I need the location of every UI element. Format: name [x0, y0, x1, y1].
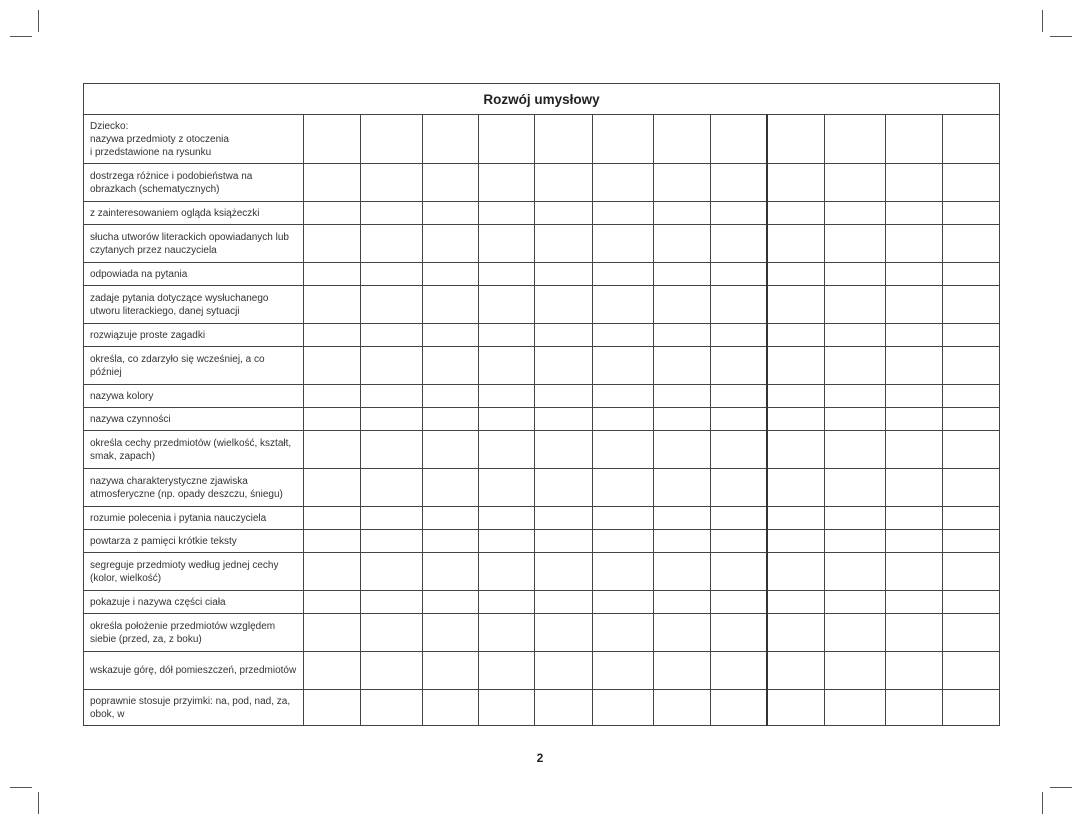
checkbox-cell[interactable]: [479, 164, 535, 202]
checkbox-cell[interactable]: [767, 690, 825, 726]
checkbox-cell[interactable]: [886, 614, 943, 652]
checkbox-cell[interactable]: [423, 408, 479, 431]
checkbox-cell[interactable]: [711, 286, 767, 324]
checkbox-cell[interactable]: [767, 614, 825, 652]
checkbox-cell[interactable]: [535, 286, 593, 324]
checkbox-cell[interactable]: [361, 553, 423, 591]
checkbox-cell[interactable]: [767, 263, 825, 286]
checkbox-cell[interactable]: [767, 591, 825, 614]
checkbox-cell[interactable]: [943, 614, 1000, 652]
checkbox-cell[interactable]: [654, 263, 711, 286]
checkbox-cell[interactable]: [423, 286, 479, 324]
checkbox-cell[interactable]: [711, 690, 767, 726]
checkbox-cell[interactable]: [535, 591, 593, 614]
row-label: wskazuje górę, dół pomieszczeń, przedmiotów: [84, 652, 304, 690]
checkbox-cell[interactable]: [479, 286, 535, 324]
row-label: określa, co zdarzyło się wcześniej, a co później: [84, 347, 304, 385]
checkbox-cell[interactable]: [825, 286, 886, 324]
checkbox-cell[interactable]: [654, 164, 711, 202]
checkbox-cell[interactable]: [479, 469, 535, 507]
checkbox-cell[interactable]: [711, 385, 767, 408]
checkbox-cell[interactable]: [479, 507, 535, 530]
checkbox-cell[interactable]: [593, 431, 654, 469]
checkbox-cell[interactable]: [361, 164, 423, 202]
checkbox-cell[interactable]: [535, 324, 593, 347]
row-label: nazywa czynności: [84, 408, 304, 431]
checkbox-cell[interactable]: [593, 553, 654, 591]
checkbox-cell[interactable]: [593, 690, 654, 726]
row-label: rozwiązuje proste zagadki: [84, 324, 304, 347]
checkbox-cell[interactable]: [654, 347, 711, 385]
checkbox-cell[interactable]: [361, 324, 423, 347]
checkbox-cell[interactable]: [361, 591, 423, 614]
checkbox-cell[interactable]: [361, 408, 423, 431]
checkbox-cell[interactable]: [825, 263, 886, 286]
checkbox-cell[interactable]: [886, 202, 943, 225]
checkbox-cell[interactable]: [535, 164, 593, 202]
row-label: nazywa charakterystyczne zjawiska atmosferyczne (np. opady deszczu, śniegu): [84, 469, 304, 507]
checkbox-cell[interactable]: [886, 286, 943, 324]
checkbox-cell[interactable]: [886, 553, 943, 591]
checkbox-cell[interactable]: [593, 469, 654, 507]
checkbox-cell[interactable]: [535, 614, 593, 652]
checkbox-cell[interactable]: [304, 530, 361, 553]
checkbox-cell[interactable]: [767, 431, 825, 469]
checkbox-cell[interactable]: [535, 469, 593, 507]
checkbox-cell[interactable]: [767, 530, 825, 553]
checkbox-cell[interactable]: [304, 652, 361, 690]
table-row: [84, 507, 1000, 530]
checkbox-cell[interactable]: [654, 652, 711, 690]
checkbox-cell[interactable]: [361, 263, 423, 286]
checkbox-cell[interactable]: [593, 347, 654, 385]
checkbox-cell[interactable]: [767, 347, 825, 385]
checkbox-cell[interactable]: [423, 347, 479, 385]
checkbox-cell[interactable]: [825, 324, 886, 347]
table-row: [84, 324, 1000, 347]
checkbox-cell[interactable]: [535, 115, 593, 164]
checkbox-cell[interactable]: [886, 431, 943, 469]
checkbox-cell[interactable]: [535, 347, 593, 385]
crop-mark-bottom-left: [38, 792, 39, 814]
checkbox-cell[interactable]: [654, 507, 711, 530]
observation-table: [83, 83, 1000, 726]
checkbox-cell[interactable]: [886, 507, 943, 530]
checkbox-cell[interactable]: [361, 286, 423, 324]
checkbox-cell[interactable]: [361, 469, 423, 507]
checkbox-cell[interactable]: [423, 385, 479, 408]
checkbox-cell[interactable]: [479, 347, 535, 385]
checkbox-cell[interactable]: [825, 469, 886, 507]
checkbox-cell[interactable]: [825, 652, 886, 690]
checkbox-cell[interactable]: [535, 690, 593, 726]
checkbox-cell[interactable]: [535, 652, 593, 690]
row-label: odpowiada na pytania: [84, 263, 304, 286]
crop-mark-top-left: [38, 10, 39, 32]
table-row: [84, 652, 1000, 690]
checkbox-cell[interactable]: [886, 591, 943, 614]
checkbox-cell[interactable]: [886, 385, 943, 408]
checkbox-cell[interactable]: [593, 652, 654, 690]
checkbox-cell[interactable]: [943, 690, 1000, 726]
checkbox-cell[interactable]: [654, 408, 711, 431]
table-row: [84, 225, 1000, 263]
checkbox-cell[interactable]: [479, 652, 535, 690]
table-row: [84, 347, 1000, 385]
checkbox-cell[interactable]: [593, 202, 654, 225]
table-title: Rozwój umysłowy: [84, 84, 1000, 115]
table-row: [84, 202, 1000, 225]
checkbox-cell[interactable]: [479, 385, 535, 408]
checkbox-cell[interactable]: [711, 469, 767, 507]
checkbox-cell[interactable]: [711, 553, 767, 591]
row-label: segreguje przedmioty według jednej cechy (kolor, wielkość): [84, 553, 304, 591]
checkbox-cell[interactable]: [654, 469, 711, 507]
checkbox-cell[interactable]: [654, 286, 711, 324]
checkbox-cell[interactable]: [423, 164, 479, 202]
checkbox-cell[interactable]: [943, 530, 1000, 553]
table-row: [84, 263, 1000, 286]
checkbox-cell[interactable]: [825, 690, 886, 726]
checkbox-cell[interactable]: [304, 202, 361, 225]
checkbox-cell[interactable]: [593, 530, 654, 553]
checkbox-cell[interactable]: [361, 614, 423, 652]
checkbox-cell[interactable]: [304, 431, 361, 469]
checkbox-cell[interactable]: [943, 553, 1000, 591]
row-label: rozumie polecenia i pytania nauczyciela: [84, 507, 304, 530]
checkbox-cell[interactable]: [654, 530, 711, 553]
checkbox-cell[interactable]: [654, 690, 711, 726]
checkbox-cell[interactable]: [361, 115, 423, 164]
crop-mark-bottom-left-h: [10, 787, 32, 788]
checkbox-cell[interactable]: [535, 507, 593, 530]
checkbox-cell[interactable]: [711, 507, 767, 530]
table-row: [84, 286, 1000, 324]
checkbox-cell[interactable]: [304, 591, 361, 614]
row-label: dostrzega różnice i podobieństwa na obrazkach (schematycznych): [84, 164, 304, 202]
checkbox-cell[interactable]: [886, 408, 943, 431]
checkbox-cell[interactable]: [943, 469, 1000, 507]
checkbox-cell[interactable]: [943, 652, 1000, 690]
checkbox-cell[interactable]: [479, 115, 535, 164]
table-row: [84, 385, 1000, 408]
checkbox-cell[interactable]: [943, 263, 1000, 286]
checkbox-cell[interactable]: [361, 225, 423, 263]
checkbox-cell[interactable]: [654, 614, 711, 652]
checkbox-cell[interactable]: [423, 202, 479, 225]
checkbox-cell[interactable]: [711, 225, 767, 263]
checkbox-cell[interactable]: [593, 385, 654, 408]
row-label: nazywa kolory: [84, 385, 304, 408]
checkbox-cell[interactable]: [654, 431, 711, 469]
checkbox-cell[interactable]: [767, 286, 825, 324]
checkbox-cell[interactable]: [943, 408, 1000, 431]
checkbox-cell[interactable]: [943, 164, 1000, 202]
table-row: [84, 408, 1000, 431]
checkbox-cell[interactable]: [886, 115, 943, 164]
checkbox-cell[interactable]: [711, 408, 767, 431]
checkbox-cell[interactable]: [535, 202, 593, 225]
checkbox-cell[interactable]: [943, 507, 1000, 530]
checkbox-cell[interactable]: [423, 652, 479, 690]
checkbox-cell[interactable]: [825, 530, 886, 553]
checkbox-cell[interactable]: [361, 431, 423, 469]
checkbox-cell[interactable]: [886, 469, 943, 507]
crop-mark-top-left-h: [10, 36, 32, 37]
checkbox-cell[interactable]: [304, 164, 361, 202]
checkbox-cell[interactable]: [479, 614, 535, 652]
checkbox-cell[interactable]: [423, 507, 479, 530]
checkbox-cell[interactable]: [593, 591, 654, 614]
checkbox-cell[interactable]: [711, 530, 767, 553]
checkbox-cell[interactable]: [535, 553, 593, 591]
checkbox-cell[interactable]: [886, 347, 943, 385]
checkbox-cell[interactable]: [767, 164, 825, 202]
table-row: [84, 115, 1000, 164]
checkbox-cell[interactable]: [886, 530, 943, 553]
checkbox-cell[interactable]: [479, 202, 535, 225]
row-label: poprawnie stosuje przyimki: na, pod, nad, za, obok, w: [84, 690, 304, 726]
checkbox-cell[interactable]: [886, 225, 943, 263]
table-row: [84, 591, 1000, 614]
checkbox-cell[interactable]: [535, 225, 593, 263]
checkbox-cell[interactable]: [886, 690, 943, 726]
checkbox-cell[interactable]: [886, 164, 943, 202]
checkbox-cell[interactable]: [711, 347, 767, 385]
checkbox-cell[interactable]: [593, 286, 654, 324]
crop-mark-top-right: [1042, 10, 1043, 32]
checkbox-cell[interactable]: [825, 614, 886, 652]
checkbox-cell[interactable]: [593, 614, 654, 652]
checkbox-cell[interactable]: [304, 286, 361, 324]
checkbox-cell[interactable]: [423, 115, 479, 164]
checkbox-cell[interactable]: [361, 507, 423, 530]
checkbox-cell[interactable]: [593, 408, 654, 431]
checkbox-cell[interactable]: [886, 263, 943, 286]
checkbox-cell[interactable]: [943, 347, 1000, 385]
checkbox-cell[interactable]: [304, 553, 361, 591]
checkbox-cell[interactable]: [304, 115, 361, 164]
checkbox-cell[interactable]: [479, 431, 535, 469]
checkbox-cell[interactable]: [654, 324, 711, 347]
checkbox-cell[interactable]: [825, 507, 886, 530]
checkbox-cell[interactable]: [479, 553, 535, 591]
checkbox-cell[interactable]: [535, 385, 593, 408]
table-row: [84, 469, 1000, 507]
checkbox-cell[interactable]: [825, 115, 886, 164]
checkbox-cell[interactable]: [361, 347, 423, 385]
checkbox-cell[interactable]: [767, 115, 825, 164]
checkbox-cell[interactable]: [304, 225, 361, 263]
checkbox-cell[interactable]: [825, 385, 886, 408]
checkbox-cell[interactable]: [423, 614, 479, 652]
checkbox-cell[interactable]: [943, 202, 1000, 225]
checkbox-cell[interactable]: [767, 324, 825, 347]
checkbox-cell[interactable]: [535, 530, 593, 553]
checkbox-cell[interactable]: [535, 408, 593, 431]
table-row: [84, 530, 1000, 553]
checkbox-cell[interactable]: [423, 469, 479, 507]
row-label: Dziecko: nazywa przedmioty z otoczenia i przedstawione na rysunku: [84, 115, 304, 164]
row-label: pokazuje i nazywa części ciała: [84, 591, 304, 614]
checkbox-cell[interactable]: [593, 164, 654, 202]
checkbox-cell[interactable]: [825, 347, 886, 385]
checkbox-cell[interactable]: [423, 690, 479, 726]
checkbox-cell[interactable]: [825, 591, 886, 614]
checkbox-cell[interactable]: [304, 347, 361, 385]
checkbox-cell[interactable]: [767, 225, 825, 263]
checkbox-cell[interactable]: [304, 614, 361, 652]
checkbox-cell[interactable]: [304, 507, 361, 530]
checkbox-cell[interactable]: [479, 324, 535, 347]
checkbox-cell[interactable]: [304, 263, 361, 286]
checkbox-cell[interactable]: [304, 385, 361, 408]
checkbox-cell[interactable]: [767, 202, 825, 225]
checkbox-cell[interactable]: [304, 324, 361, 347]
checkbox-cell[interactable]: [479, 408, 535, 431]
checkbox-cell[interactable]: [423, 553, 479, 591]
row-label: z zainteresowaniem ogląda książeczki: [84, 202, 304, 225]
checkbox-cell[interactable]: [767, 385, 825, 408]
checkbox-cell[interactable]: [711, 263, 767, 286]
checkbox-cell[interactable]: [825, 553, 886, 591]
checkbox-cell[interactable]: [361, 530, 423, 553]
crop-mark-bottom-right-h: [1050, 787, 1072, 788]
checkbox-cell[interactable]: [479, 225, 535, 263]
row-label: określa cechy przedmiotów (wielkość, kształt, smak, zapach): [84, 431, 304, 469]
checkbox-cell[interactable]: [711, 164, 767, 202]
checkbox-cell[interactable]: [943, 324, 1000, 347]
checkbox-cell[interactable]: [479, 591, 535, 614]
checkbox-cell[interactable]: [711, 202, 767, 225]
table-row: [84, 553, 1000, 591]
checkbox-cell[interactable]: [711, 324, 767, 347]
row-label: słucha utworów literackich opowiadanych lub czytanych przez nauczyciela: [84, 225, 304, 263]
checkbox-cell[interactable]: [593, 225, 654, 263]
checkbox-cell[interactable]: [943, 225, 1000, 263]
checkbox-cell[interactable]: [654, 591, 711, 614]
checkbox-cell[interactable]: [825, 408, 886, 431]
checkbox-cell[interactable]: [711, 614, 767, 652]
checkbox-cell[interactable]: [593, 507, 654, 530]
checkbox-cell[interactable]: [423, 263, 479, 286]
checkbox-cell[interactable]: [711, 431, 767, 469]
checkbox-cell[interactable]: [654, 553, 711, 591]
checkbox-cell[interactable]: [479, 530, 535, 553]
checkbox-cell[interactable]: [654, 202, 711, 225]
checkbox-cell[interactable]: [361, 385, 423, 408]
checkbox-cell[interactable]: [943, 286, 1000, 324]
crop-mark-bottom-right: [1042, 792, 1043, 814]
crop-mark-top-right-h: [1050, 36, 1072, 37]
checkbox-cell[interactable]: [423, 591, 479, 614]
checkbox-cell[interactable]: [535, 263, 593, 286]
checkbox-cell[interactable]: [654, 115, 711, 164]
checkbox-cell[interactable]: [767, 507, 825, 530]
checkbox-cell[interactable]: [825, 431, 886, 469]
checkbox-cell[interactable]: [767, 652, 825, 690]
table-row: [84, 614, 1000, 652]
checkbox-cell[interactable]: [593, 115, 654, 164]
checkbox-cell[interactable]: [654, 385, 711, 408]
checkbox-cell[interactable]: [304, 469, 361, 507]
checkbox-cell[interactable]: [943, 431, 1000, 469]
checkbox-cell[interactable]: [711, 652, 767, 690]
checkbox-cell[interactable]: [825, 164, 886, 202]
checkbox-cell[interactable]: [825, 202, 886, 225]
row-label: powtarza z pamięci krótkie teksty: [84, 530, 304, 553]
checkbox-cell[interactable]: [479, 690, 535, 726]
checkbox-cell[interactable]: [304, 690, 361, 726]
checkbox-cell[interactable]: [767, 553, 825, 591]
checkbox-cell[interactable]: [886, 652, 943, 690]
table-row: [84, 690, 1000, 726]
checkbox-cell[interactable]: [479, 263, 535, 286]
page-number: 2: [536, 751, 544, 765]
checkbox-cell[interactable]: [423, 530, 479, 553]
checkbox-cell[interactable]: [361, 202, 423, 225]
checkbox-cell[interactable]: [423, 225, 479, 263]
checkbox-cell[interactable]: [423, 431, 479, 469]
checkbox-cell[interactable]: [886, 324, 943, 347]
row-label: zadaje pytania dotyczące wysłuchanego utworu literackiego, danej sytuacji: [84, 286, 304, 324]
checkbox-cell[interactable]: [943, 115, 1000, 164]
checkbox-cell[interactable]: [593, 263, 654, 286]
checkbox-cell[interactable]: [711, 115, 767, 164]
checkbox-cell[interactable]: [361, 690, 423, 726]
table-row: [84, 431, 1000, 469]
table-row: [84, 164, 1000, 202]
checkbox-cell[interactable]: [535, 431, 593, 469]
checkbox-cell[interactable]: [825, 225, 886, 263]
checkbox-cell[interactable]: [304, 408, 361, 431]
checkbox-cell[interactable]: [361, 652, 423, 690]
row-label: określa położenie przedmiotów względem siebie (przed, za, z boku): [84, 614, 304, 652]
checkbox-cell[interactable]: [711, 591, 767, 614]
checkbox-cell[interactable]: [767, 408, 825, 431]
checkbox-cell[interactable]: [943, 385, 1000, 408]
checkbox-cell[interactable]: [593, 324, 654, 347]
checkbox-cell[interactable]: [423, 324, 479, 347]
checkbox-cell[interactable]: [654, 225, 711, 263]
checkbox-cell[interactable]: [943, 591, 1000, 614]
checkbox-cell[interactable]: [767, 469, 825, 507]
